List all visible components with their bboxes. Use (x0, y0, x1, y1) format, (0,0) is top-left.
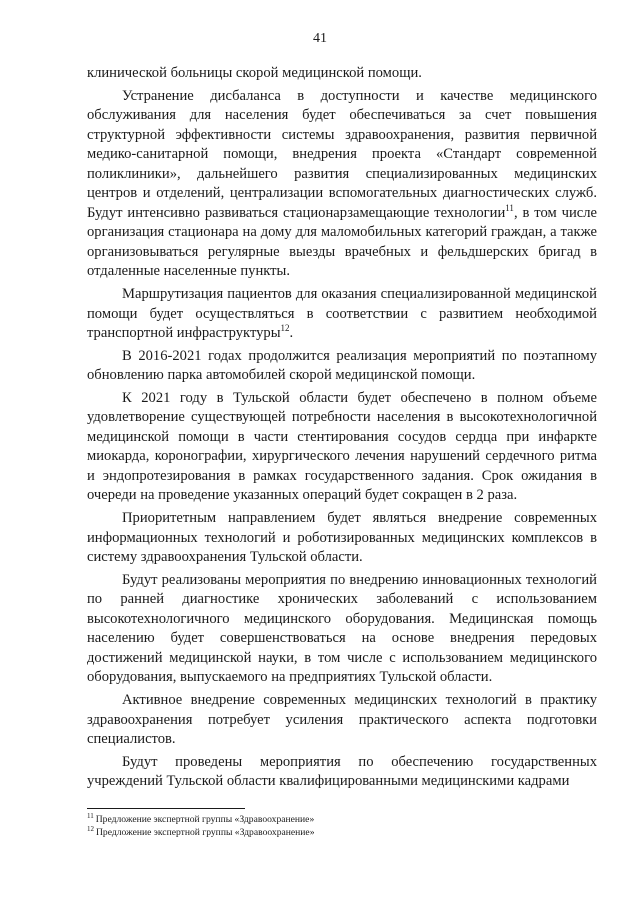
paragraph-staffing (87, 753, 597, 792)
paragraph-specialist-training (87, 691, 597, 750)
paragraph-imbalance (87, 87, 597, 282)
footnote-number: 12 (87, 824, 94, 833)
paragraph-priority-direction (87, 509, 597, 568)
footnote-reference: 12 (280, 323, 290, 334)
paragraph-innovative-technologies (87, 571, 597, 688)
footnote-separator (87, 808, 245, 809)
paragraph-text: К 2021 году в Тульской области будет обеспечено в полном объеме удовлетворение существующей потребности населения в высокотехнологичной медицинской помощи в части стентирования сосудов сердца при инфаркте миокарда, коронографии, хирургического лечения нарушений сердечного ритма и эндопротезирования в рамках государственного задания. Срок ожидания в очереди на проведение указанных операций будет сокращен в 2 раза. (87, 389, 597, 504)
paragraph-ambulance-fleet (87, 347, 597, 386)
footnotes (87, 813, 597, 839)
page-number: 41 (313, 31, 327, 46)
paragraph-high-tech-care (87, 389, 597, 506)
paragraph-text: Будут проведены мероприятия по обеспечению государственных учреждений Тульской области квалифицированными медицинскими кадрами (87, 753, 597, 790)
paragraph-text: Приоритетным направлением будет являться внедрение современных информационных технологий и роботизированных медицинских комплексов в систему здравоохранения Тульской области. (87, 510, 597, 566)
paragraph-text-tail: , в том числе организация стационара на дому для маломобильных категорий граждан, а также организовываться регулярные выезды врачебных и фельдшерских бригад в отдаленные населенные пункты. (87, 204, 597, 280)
paragraph-text: В 2016-2021 годах продолжится реализация мероприятий по поэтапному обновлению парка автомобилей скорой медицинской помощи. (87, 347, 597, 384)
paragraph-text: Активное внедрение современных медицинских технологий в практику здравоохранения потребует усиления практического аспекта подготовки специалистов. (87, 691, 597, 748)
paragraph-text: Маршрутизация пациентов для оказания специализированной медицинской помощи будет осуществляться в соответствии с развитием необходимой транспортной инфраструктуры (87, 286, 597, 342)
footnote-reference: 11 (505, 202, 514, 213)
footnote-12 (87, 826, 597, 839)
paragraph-text: клинической больницы скорой медицинской помощи. (87, 65, 422, 81)
footnote-number: 11 (87, 811, 94, 820)
paragraph-text: Будут реализованы мероприятия по внедрению инновационных технологий по ранней диагностике хронических заболеваний с использованием высокотехнологичного медицинского оборудования. Медицинская помощь населению будет совершенствоваться на основе внедрения передовых достижений медицинской науки, в том числе с использованием медицинского оборудования, выпускаемого на предприятиях Тульской области. (87, 571, 597, 686)
footnote-text: Предложение экспертной группы «Здравоохранение» (95, 814, 315, 825)
paragraph-text: Устранение дисбаланса в доступности и качестве медицинского обслуживания для населения будет обеспечиваться за счет повышения структурной эффективности системы здравоохранения, развития первичной медико-санитарной помощи, внедрения проекта «Стандарт современной поликлиники», дальнейшего развития специализированных медицинских центров и отделений, централизации вспомогательных диагностических служб. Будут интенсивно развиваться стационарзамещающие технологии (87, 87, 597, 221)
footnote-text: Предложение экспертной группы «Здравоохранение» (96, 827, 315, 838)
paragraph-continuation (87, 64, 597, 84)
paragraph-routing (87, 285, 597, 344)
paragraph-text-tail: . (289, 325, 294, 342)
footnote-11 (87, 813, 597, 826)
body-text (87, 64, 597, 795)
